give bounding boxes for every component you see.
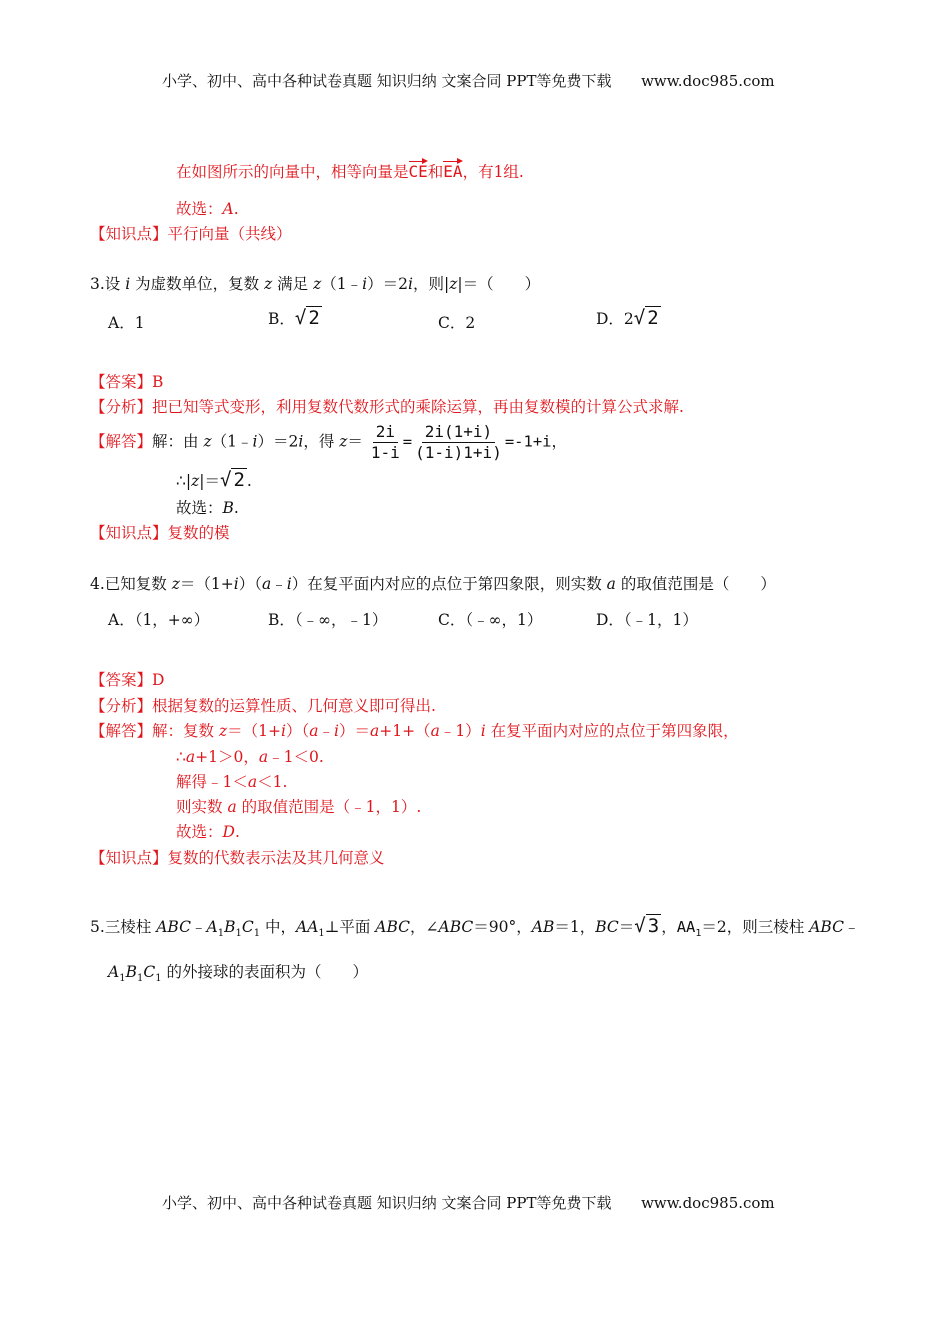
footer-url[interactable]: www.doc985.com xyxy=(641,1194,775,1212)
header-url[interactable]: www.doc985.com xyxy=(641,72,775,90)
q3-solution: 【解答】解：由 z（1﹣i）＝2i，得 z＝ $\frac{2i}{1-i}$ = $\frac{2i(1+i)}{(1-i)1+i)}$ =-1+i， xyxy=(90,422,568,462)
page-header xyxy=(162,70,775,91)
q4-option-a[interactable]: A．（1，+∞） xyxy=(108,611,210,629)
q2-conclusion: 在如图所示的向量中，相等向量是CE和EA，有1组. xyxy=(176,162,524,181)
q3-option-d[interactable]: D．2√ 2 xyxy=(596,307,659,329)
q3-option-a[interactable]: A．1 xyxy=(108,314,145,332)
q4-choice: 故选：D. xyxy=(176,823,240,841)
q4-analysis: 【分析】根据复数的运算性质、几何意义即可得出. xyxy=(90,697,436,715)
q3-stem: 3.设 i 为虚数单位，复数 z 满足 z（1﹣i）＝2i，则|z|＝（ ） xyxy=(90,275,541,293)
vector-ce: CE xyxy=(408,162,428,181)
q2-knowledge-point: 【知识点】平行向量（共线） xyxy=(90,225,292,243)
q4-solution-line2: ∴a+1＞0，a﹣1＜0. xyxy=(176,748,324,766)
q3-modulus: ∴|z|＝√ 2 . xyxy=(176,469,252,491)
sqrt-2: √ 2 xyxy=(294,307,320,329)
q3-choice: 故选：B. xyxy=(176,499,239,517)
q4-solution-line4: 则实数 a 的取值范围是（﹣1，1）. xyxy=(176,798,422,816)
q3-answer: 【答案】B xyxy=(90,373,164,391)
q4-solution: 【解答】解：复数 z＝（1+i）（a﹣i）＝a+1+（a﹣1）i 在复平面内对应的点位于第四象限， xyxy=(90,722,739,740)
q3-option-b[interactable]: B．√ 2 xyxy=(268,307,320,329)
footer-text: 小学、初中、高中各种试卷真题 知识归纳 文案合同 PPT等免费下载 xyxy=(162,1194,612,1212)
vector-ea: EA xyxy=(443,162,463,181)
sqrt-3: √ 3 xyxy=(634,915,660,937)
sqrt-2: √ 2 xyxy=(633,307,659,329)
q4-knowledge-point: 【知识点】复数的代数表示法及其几何意义 xyxy=(90,849,385,867)
q5-stem-line2: $A_1B_1C_1$ 的外接球的表面积为（ ） xyxy=(108,963,369,985)
q5-stem-line1: 5.三棱柱 $ABC﹣A_1B_1C_1$ 中，$AA_1\perp$平面 ABC，∠ABC＝90°，AB＝1，BC＝√ 3 ，$AA_1=2$，则三棱柱 ABC﹣ xyxy=(90,915,860,940)
q4-option-d[interactable]: D．（﹣1，1） xyxy=(596,611,698,629)
q3-option-c[interactable]: C．2 xyxy=(438,314,476,332)
header-text: 小学、初中、高中各种试卷真题 知识归纳 文案合同 PPT等免费下载 xyxy=(162,72,612,90)
sqrt-2: √ 2 xyxy=(220,469,245,491)
q4-option-b[interactable]: B．（﹣∞，﹣1） xyxy=(268,611,388,629)
q4-solution-line3: 解得﹣1＜a＜1. xyxy=(176,773,288,791)
q4-option-c[interactable]: C．（﹣∞，1） xyxy=(438,611,543,629)
q3-analysis: 【分析】把已知等式变形，利用复数代数形式的乘除运算，再由复数模的计算公式求解. xyxy=(90,398,684,416)
fraction-expanded: $\frac{2i(1+i)}{(1-i)1+i)}$ xyxy=(415,422,502,462)
q3-knowledge-point: 【知识点】复数的模 xyxy=(90,524,230,542)
q2-choice: 故选：A. xyxy=(176,200,239,218)
fraction-2i-over-1-minus-i: $\frac{2i}{1-i}$ xyxy=(370,422,400,462)
q4-stem: 4.已知复数 z＝（1+i）（a﹣i）在复平面内对应的点位于第四象限，则实数 a 的取值范围是（ ） xyxy=(90,575,776,593)
page-footer xyxy=(162,1192,775,1213)
q4-answer: 【答案】D xyxy=(90,671,165,689)
